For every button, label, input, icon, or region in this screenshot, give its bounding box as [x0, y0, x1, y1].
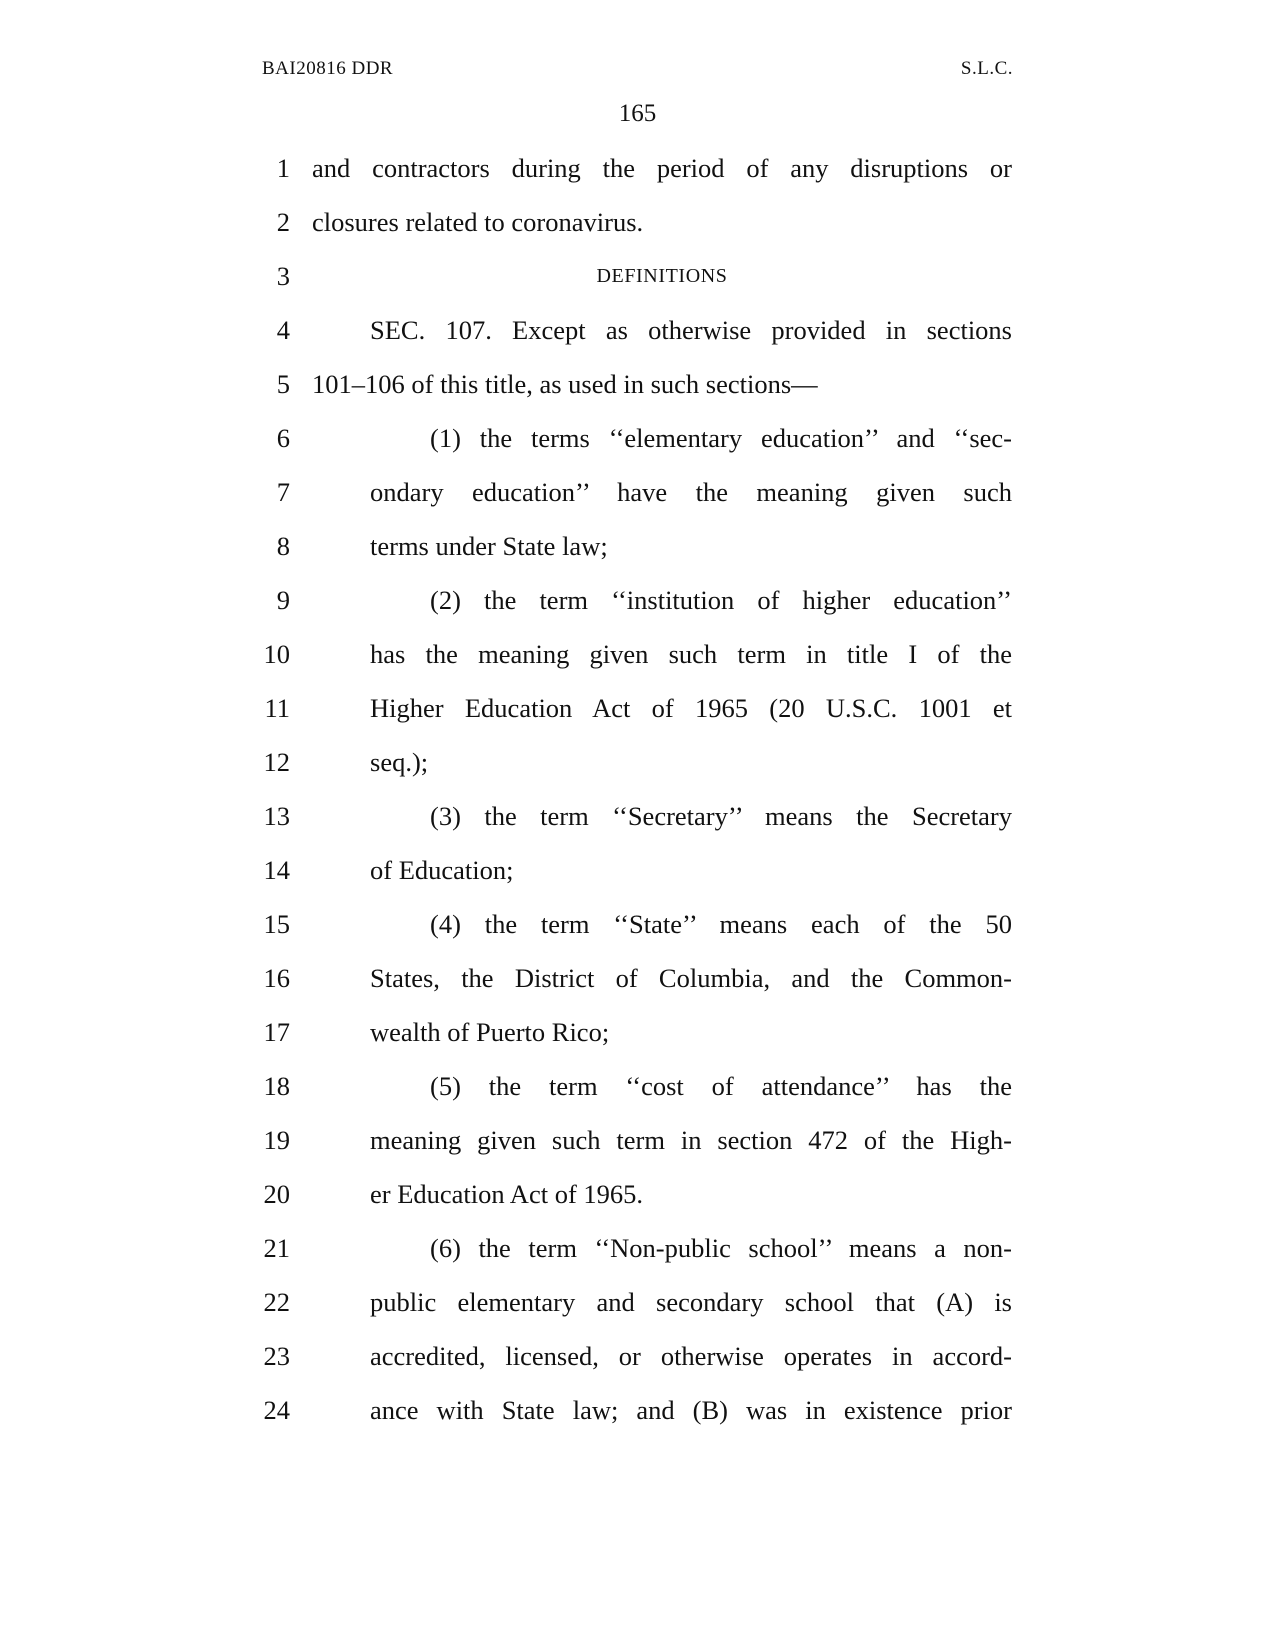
- line-number: 4: [276, 315, 290, 345]
- text-line: [0, 465, 1275, 519]
- line-number: 1: [276, 153, 290, 183]
- line-number: 23: [263, 1341, 290, 1371]
- line-text: closures related to coronavirus.: [312, 207, 644, 237]
- line-text: (4) the term ‘‘State’’ means each of the 50: [430, 909, 1012, 939]
- line-text: (1) the terms ‘‘elementary education’’ and ‘‘sec-: [430, 423, 1012, 453]
- text-line: [0, 843, 1275, 897]
- line-number: 16: [263, 963, 290, 993]
- line-number: 9: [276, 585, 290, 615]
- document-id: BAI20816 DDR: [262, 58, 394, 79]
- line-number: 7: [276, 477, 290, 507]
- line-number: 20: [263, 1179, 290, 1209]
- line-text: of Education;: [370, 855, 514, 885]
- text-line: [0, 1005, 1275, 1059]
- text-line: [0, 951, 1275, 1005]
- bill-text: [0, 141, 1275, 1437]
- line-text: wealth of Puerto Rico;: [370, 1017, 610, 1047]
- line-text: accredited, licensed, or otherwise operates in accord-: [370, 1341, 1012, 1371]
- page-number: 165: [618, 100, 657, 127]
- line-text: ance with State law; and (B) was in existence prior: [370, 1395, 1012, 1425]
- line-text: has the meaning given such term in title I of the: [370, 639, 1012, 669]
- line-text: SEC. 107. Except as otherwise provided in sections: [370, 315, 1012, 345]
- line-number: 8: [276, 531, 290, 561]
- text-line: [0, 411, 1275, 465]
- text-line: [0, 1221, 1275, 1275]
- line-text: er Education Act of 1965.: [370, 1179, 644, 1209]
- line-number: 12: [263, 747, 290, 777]
- line-text: (6) the term ‘‘Non-public school’’ means a non-: [430, 1233, 1012, 1263]
- section-heading: DEFINITIONS: [596, 265, 728, 287]
- text-line: [0, 303, 1275, 357]
- line-number: 24: [263, 1395, 290, 1425]
- text-line: [0, 1059, 1275, 1113]
- line-number: 13: [263, 801, 290, 831]
- line-text: Higher Education Act of 1965 (20 U.S.C. 1001 et: [370, 693, 1012, 723]
- line-number: 15: [263, 909, 290, 939]
- text-line: [0, 897, 1275, 951]
- line-number: 18: [263, 1071, 290, 1101]
- text-line: [0, 1275, 1275, 1329]
- line-number: 21: [263, 1233, 290, 1263]
- text-line: [0, 1113, 1275, 1167]
- line-number: 5: [276, 369, 290, 399]
- text-line: [0, 735, 1275, 789]
- text-line: [0, 1383, 1275, 1437]
- line-number: 17: [263, 1017, 290, 1047]
- text-line: [0, 195, 1275, 249]
- line-text: and contractors during the period of any disruptions or: [312, 153, 1012, 183]
- line-number: 2: [276, 207, 290, 237]
- line-number: 6: [276, 423, 290, 453]
- line-text: (5) the term ‘‘cost of attendance’’ has the: [430, 1071, 1012, 1101]
- line-text: terms under State law;: [370, 531, 608, 561]
- line-number: 22: [263, 1287, 290, 1317]
- text-line: [0, 249, 1275, 303]
- line-number: 19: [263, 1125, 290, 1155]
- line-text: meaning given such term in section 472 of the High-: [370, 1125, 1012, 1155]
- line-number: 10: [263, 639, 290, 669]
- line-text: (3) the term ‘‘Secretary’’ means the Secretary: [430, 801, 1012, 831]
- line-text: States, the District of Columbia, and the Common-: [370, 963, 1012, 993]
- text-line: [0, 519, 1275, 573]
- text-line: [0, 627, 1275, 681]
- line-number: 11: [264, 693, 290, 723]
- line-text: public elementary and secondary school that (A) is: [370, 1287, 1012, 1317]
- text-line: [0, 573, 1275, 627]
- document-classification: S.L.C.: [960, 58, 1013, 79]
- line-text: ondary education’’ have the meaning given such: [370, 477, 1012, 507]
- text-line: [0, 1329, 1275, 1383]
- text-line: [0, 357, 1275, 411]
- text-line: [0, 681, 1275, 735]
- line-number: 14: [263, 855, 290, 885]
- line-text: 101–106 of this title, as used in such sections—: [312, 369, 818, 399]
- text-line: [0, 1167, 1275, 1221]
- text-line: [0, 141, 1275, 195]
- line-number: 3: [276, 261, 290, 291]
- line-text: (2) the term ‘‘institution of higher education’’: [430, 585, 1012, 615]
- line-text: seq.);: [370, 747, 429, 777]
- text-line: [0, 789, 1275, 843]
